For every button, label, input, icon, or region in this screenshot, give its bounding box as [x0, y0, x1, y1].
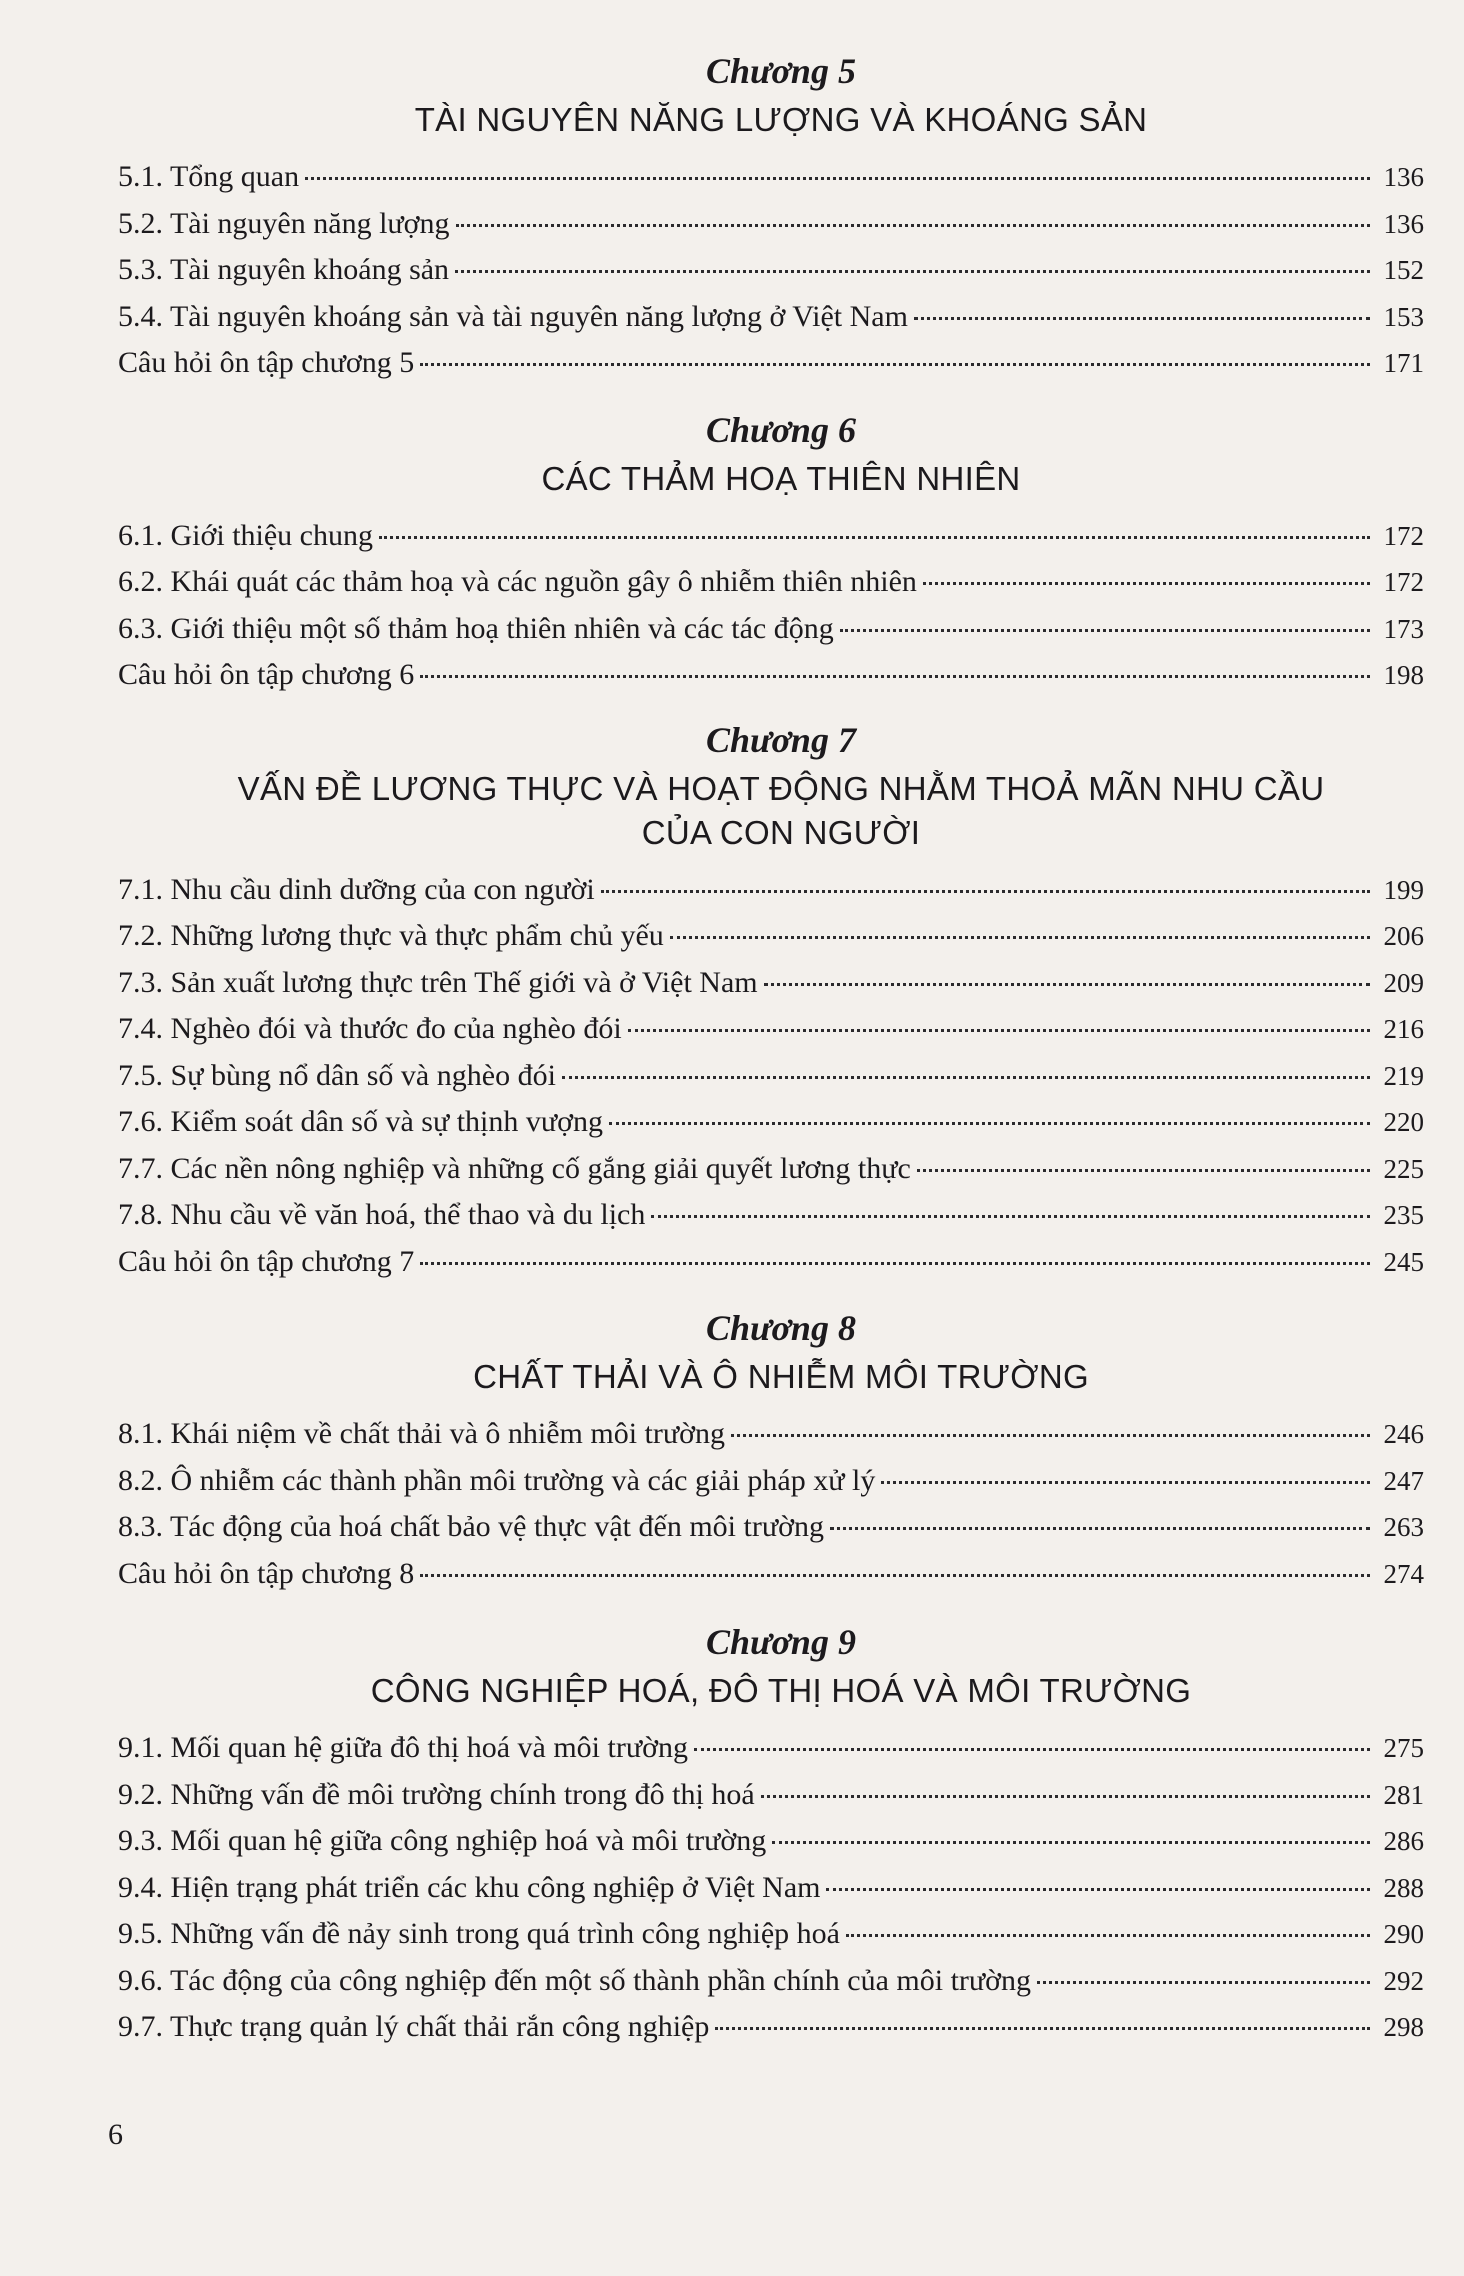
dot-leader	[764, 983, 1370, 986]
toc-entry-page: 275	[1383, 1733, 1424, 1763]
toc-entry[interactable]	[118, 1192, 1424, 1239]
dot-leader	[420, 675, 1370, 678]
chapter-label: Chương 8	[706, 1308, 856, 1348]
toc-entry-text: 9.6. Tác động của công nghiệp đến một số thành phần chính của môi trường	[118, 1963, 1032, 1997]
toc-entry-page: 235	[1383, 1200, 1424, 1230]
toc-entry[interactable]	[118, 340, 1424, 387]
toc-entry[interactable]	[118, 1458, 1424, 1505]
toc-entry-text: 6.2. Khái quát các thảm hoạ và các nguồn gây ô nhiễm thiên nhiên	[118, 565, 917, 598]
toc-entry[interactable]	[118, 1099, 1424, 1146]
toc-entry-page: 136	[1383, 162, 1424, 192]
toc-entry-text: 7.3. Sản xuất lương thực trên Thế giới và ở Việt Nam	[118, 965, 758, 999]
toc-entry-text: 9.3. Mối quan hệ giữa công nghiệp hoá và môi trường	[118, 1824, 767, 1857]
toc-entry[interactable]	[118, 1006, 1424, 1053]
dot-leader	[826, 1888, 1370, 1891]
toc-entry-text: 9.7. Thực trạng quản lý chất thải rắn công nghiệp	[118, 2010, 710, 2043]
toc-entry-text: Câu hỏi ôn tập chương 5	[118, 346, 415, 379]
dot-leader	[305, 177, 1370, 180]
dot-leader	[609, 1122, 1370, 1125]
toc-entry-text: 8.3. Tác động của hoá chất bảo vệ thực vật đến môi trường	[118, 1510, 824, 1543]
toc-entry-page: 286	[1383, 1826, 1424, 1856]
toc-entry-text: 7.6. Kiểm soát dân số và sự thịnh vượng	[118, 1105, 604, 1138]
toc-entry-page: 290	[1383, 1919, 1424, 1949]
toc-entry[interactable]	[118, 913, 1424, 960]
toc-entry[interactable]	[118, 559, 1424, 606]
chapter-label: Chương 6	[706, 409, 856, 450]
toc-entry-text: 5.3. Tài nguyên khoáng sản	[118, 253, 450, 286]
toc-entry-text: 6.3. Giới thiệu một số thảm hoạ thiên nhiên và các tác động	[118, 611, 834, 645]
toc-entry-page: 292	[1383, 1965, 1424, 1996]
toc-entry-page: 173	[1383, 613, 1424, 644]
chapter-9-section	[118, 1621, 1424, 2051]
toc-entry-text: 8.1. Khái niệm về chất thải và ô nhiễm môi trường	[118, 1417, 725, 1450]
toc-entry-page: 247	[1383, 1465, 1424, 1496]
dot-leader	[601, 890, 1370, 893]
toc-entry-text: 7.5. Sự bùng nổ dân số và nghèo đói	[118, 1058, 556, 1092]
toc-entry[interactable]	[118, 1411, 1424, 1458]
toc-entry-text: 8.2. Ô nhiễm các thành phần môi trường và các giải pháp xử lý	[118, 1463, 876, 1497]
dot-leader	[651, 1215, 1370, 1218]
chapter-8-section	[118, 1307, 1424, 1597]
toc-entry-page: 206	[1383, 921, 1424, 951]
dot-leader	[1037, 1981, 1370, 1984]
toc-entry[interactable]	[118, 1146, 1424, 1193]
toc-entry[interactable]	[118, 960, 1424, 1007]
toc-entry-page: 172	[1383, 520, 1424, 551]
dot-leader	[715, 2027, 1370, 2030]
toc-entry-page: 245	[1383, 1246, 1424, 1277]
toc-entry-page: 136	[1383, 208, 1424, 239]
chapter-label: Chương 5	[706, 51, 856, 91]
toc-entry-text: 7.4. Nghèo đói và thước đo của nghèo đói	[118, 1012, 622, 1045]
toc-entry[interactable]	[118, 513, 1424, 560]
toc-entry-page: 219	[1383, 1060, 1424, 1091]
chapter-label: Chương 9	[706, 1622, 856, 1662]
toc-entry-text: 9.1. Mối quan hệ giữa đô thị hoá và môi trường	[118, 1731, 688, 1764]
toc-entry-page: 220	[1383, 1107, 1424, 1137]
toc-entry-page: 281	[1383, 1779, 1424, 1810]
dot-leader	[670, 936, 1370, 939]
dot-leader	[917, 1169, 1370, 1172]
toc-entry-text: 6.1. Giới thiệu chung	[118, 518, 373, 552]
page-number: 6	[108, 2118, 123, 2151]
toc-entry-page: 274	[1383, 1558, 1424, 1589]
toc-entry-text: Câu hỏi ôn tập chương 6	[118, 658, 415, 691]
toc-entry-page: 246	[1383, 1419, 1424, 1449]
toc-entry[interactable]	[118, 201, 1424, 248]
toc-entry[interactable]	[118, 247, 1424, 294]
toc-entry-page: 298	[1383, 2012, 1424, 2042]
dot-leader	[456, 224, 1370, 227]
toc-entry-page: 171	[1383, 348, 1424, 378]
toc-entry-text: 7.1. Nhu cầu dinh dưỡng của con người	[118, 872, 595, 906]
toc-entry-page: 152	[1383, 255, 1424, 285]
toc-entry-text: Câu hỏi ôn tập chương 7	[118, 1244, 415, 1278]
chapter-title-line: VẤN ĐỀ LƯƠNG THỰC VÀ HOẠT ĐỘNG NHẰM THOẢ MÃN NHU CẦU	[237, 769, 1325, 807]
dot-leader	[420, 1574, 1370, 1577]
dot-leader	[772, 1841, 1370, 1844]
dot-leader	[628, 1029, 1370, 1032]
chapter-7-section	[118, 719, 1424, 1286]
dot-leader	[881, 1481, 1370, 1484]
toc-entry[interactable]	[118, 1958, 1424, 2005]
toc-entry-text: 7.7. Các nền nông nghiệp và những cố gắng giải quyết lương thực	[118, 1151, 911, 1185]
toc-entry[interactable]	[118, 1504, 1424, 1551]
dot-leader	[761, 1795, 1370, 1798]
toc-entry[interactable]	[118, 1818, 1424, 1865]
dot-leader	[840, 629, 1370, 632]
toc-entry-text: 5.4. Tài nguyên khoáng sản và tài nguyên năng lượng ở Việt Nam	[118, 299, 908, 333]
toc-entry-page: 199	[1383, 874, 1424, 905]
toc-entry[interactable]	[118, 1239, 1424, 1286]
toc-entry[interactable]	[118, 294, 1424, 341]
toc-entry-page: 288	[1383, 1872, 1424, 1903]
chapter-title: CÁC THẢM HOẠ THIÊN NHIÊN	[541, 459, 1021, 497]
toc-entry-text: 5.1. Tổng quan	[118, 160, 300, 193]
dot-leader	[731, 1434, 1370, 1437]
dot-leader	[562, 1076, 1370, 1079]
toc-entry-text: 7.8. Nhu cầu về văn hoá, thể thao và du lịch	[118, 1198, 646, 1231]
chapter-6-section	[118, 409, 1424, 699]
toc-entry-text: 9.4. Hiện trạng phát triển các khu công nghiệp ở Việt Nam	[118, 1870, 821, 1904]
dot-leader	[914, 317, 1370, 320]
toc-entry[interactable]	[118, 1865, 1424, 1912]
toc-entry[interactable]	[118, 1551, 1424, 1598]
toc-entry-text: 5.2. Tài nguyên năng lượng	[118, 206, 450, 240]
toc-entry[interactable]	[118, 606, 1424, 653]
dot-leader	[379, 536, 1370, 539]
dot-leader	[846, 1934, 1370, 1937]
toc-entry-page: 209	[1383, 967, 1424, 998]
toc-entry-page: 153	[1383, 301, 1424, 332]
toc-entry-text: 9.2. Những vấn đề môi trường chính trong đô thị hoá	[118, 1777, 755, 1811]
toc-entry[interactable]	[118, 1911, 1424, 1958]
toc-entry-page: 198	[1383, 660, 1424, 690]
toc-entry[interactable]	[118, 1772, 1424, 1819]
dot-leader	[694, 1748, 1370, 1751]
toc-entry[interactable]	[118, 867, 1424, 914]
dot-leader	[923, 582, 1370, 585]
chapter-5-section	[118, 50, 1424, 387]
toc-entry-page: 172	[1383, 567, 1424, 597]
dot-leader	[830, 1527, 1370, 1530]
toc-entry-text: 9.5. Những vấn đề nảy sinh trong quá trình công nghiệp hoá	[118, 1917, 840, 1950]
toc-entry[interactable]	[118, 652, 1424, 699]
chapter-title: CÔNG NGHIỆP HOÁ, ĐÔ THỊ HOÁ VÀ MÔI TRƯỜNG	[370, 1672, 1192, 1709]
toc-entry[interactable]	[118, 2004, 1424, 2051]
toc-entry-page: 263	[1383, 1512, 1424, 1542]
dot-leader	[455, 270, 1370, 273]
toc-entry-text: Câu hỏi ôn tập chương 8	[118, 1556, 415, 1590]
toc-entry-text: 7.2. Những lương thực và thực phẩm chủ yếu	[118, 919, 664, 952]
chapter-title	[118, 767, 1424, 855]
toc-entry-page: 225	[1383, 1153, 1424, 1184]
dot-leader	[420, 1262, 1370, 1265]
toc-entry-page: 216	[1383, 1014, 1424, 1044]
chapter-title-line: CỦA CON NGƯỜI	[641, 813, 921, 851]
dot-leader	[420, 363, 1370, 366]
toc-entry[interactable]	[118, 154, 1424, 201]
chapter-title: TÀI NGUYÊN NĂNG LƯỢNG VÀ KHOÁNG SẢN	[414, 101, 1148, 138]
chapter-label: Chương 7	[706, 719, 856, 760]
chapter-title: CHẤT THẢI VÀ Ô NHIỄM MÔI TRƯỜNG	[473, 1358, 1089, 1395]
toc-entry[interactable]	[118, 1053, 1424, 1100]
toc-entry[interactable]	[118, 1725, 1424, 1772]
